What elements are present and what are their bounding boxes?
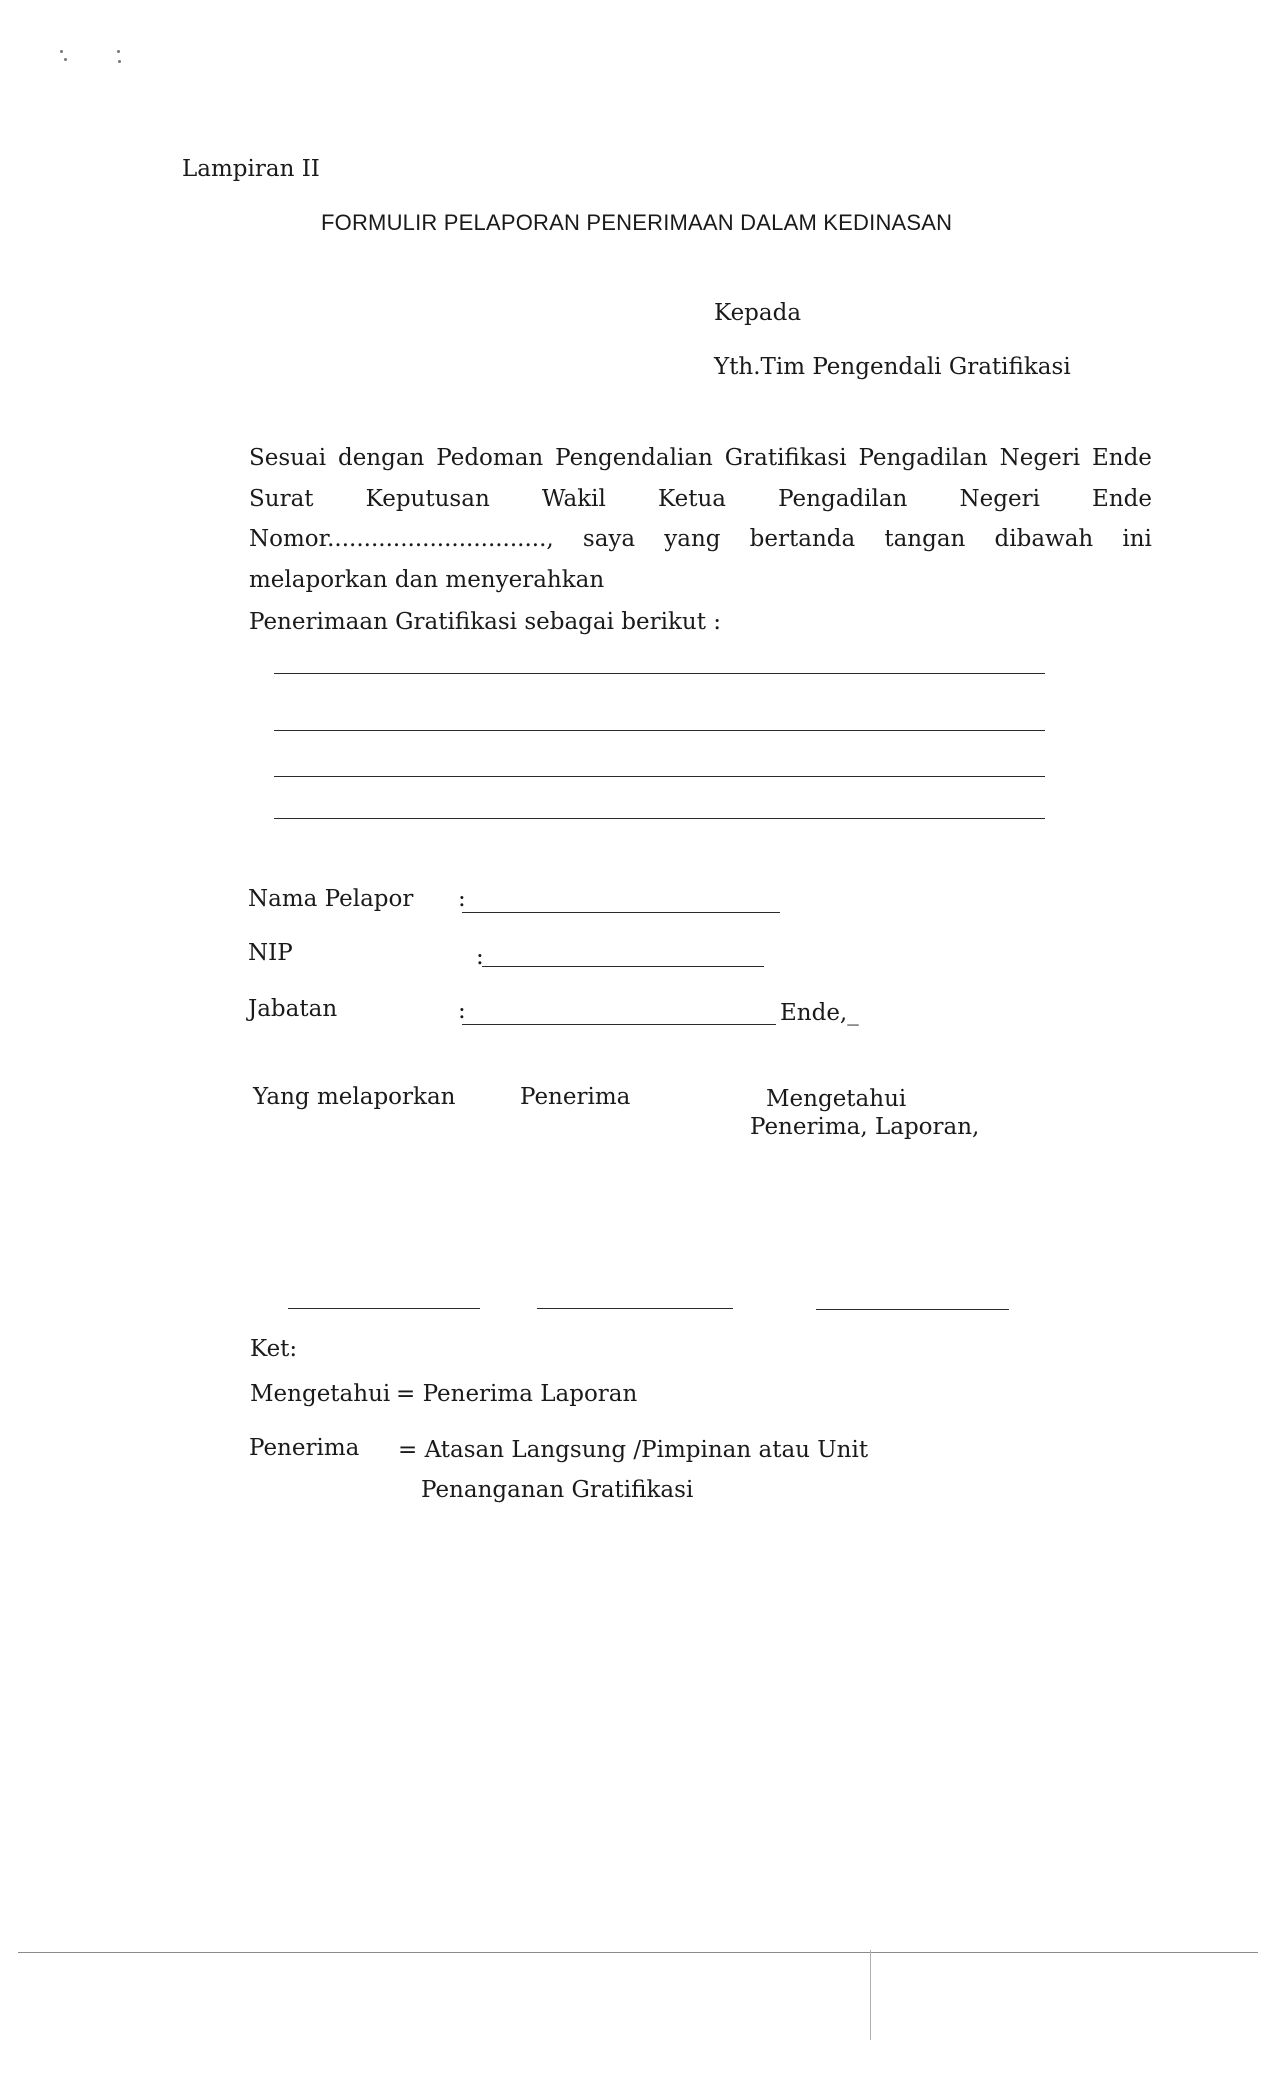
notes-heading: Ket: [250,1336,298,1362]
body-line-2: Surat Keputusan Wakil Ketua Pengadilan Negeri Ende [249,486,1152,512]
nip-blank-line[interactable] [482,966,764,967]
details-blank-line[interactable] [274,776,1045,777]
signature-acknowledge-sublabel: Penerima, Laporan, [750,1114,980,1140]
name-blank-line[interactable] [462,912,780,913]
body-line-3: Nomor.............................., saya yang bertanda tangan dibawah ini [249,526,1152,552]
attachment-label: Lampiran II [182,156,320,182]
signature-line-receiver[interactable] [537,1308,733,1309]
scan-speck [117,50,120,53]
name-colon: : [458,886,466,912]
place-date: Ende,_ [780,1000,859,1026]
scan-border-line [18,1952,1258,1953]
body-line-4: melaporkan dan menyerahkan [249,567,605,593]
position-label: Jabatan [248,996,338,1022]
signature-line-acknowledge[interactable] [816,1309,1009,1310]
signature-acknowledge-label: Mengetahui [766,1086,907,1112]
details-blank-line[interactable] [274,730,1045,731]
recipient-to: Kepada [714,300,802,326]
position-colon: : [458,998,466,1024]
body-line-5: Penerimaan Gratifikasi sebagai berikut : [249,609,722,635]
details-blank-line[interactable] [274,673,1045,674]
notes-def-receiver: = Atasan Langsung /Pimpinan atau Unit [398,1437,869,1463]
notes-def-acknowledge: = Penerima Laporan [396,1381,638,1407]
position-blank-line[interactable] [462,1024,776,1025]
body-line-1: Sesuai dengan Pedoman Pengendalian Gratifikasi Pengadilan Negeri Ende [249,445,1152,471]
notes-term-acknowledge: Mengetahui [250,1381,391,1407]
signature-receiver-label: Penerima [520,1084,631,1110]
nip-colon: : [476,944,484,970]
recipient-addressee: Yth.Tim Pengendali Gratifikasi [714,354,1071,380]
notes-term-receiver: Penerima [249,1435,360,1461]
signature-reporter-label: Yang melaporkan [253,1084,456,1110]
scan-speck [64,58,67,61]
scan-border-line-vertical [870,1950,871,2040]
scan-speck [60,50,63,53]
form-title: FORMULIR PELAPORAN PENERIMAAN DALAM KEDINASAN [321,210,953,235]
name-label: Nama Pelapor [248,886,414,912]
scan-speck [118,60,121,63]
notes-def-receiver-cont: Penanganan Gratifikasi [421,1477,694,1503]
signature-line-reporter[interactable] [288,1308,480,1309]
details-blank-line[interactable] [274,818,1045,819]
nip-label: NIP [248,940,293,966]
